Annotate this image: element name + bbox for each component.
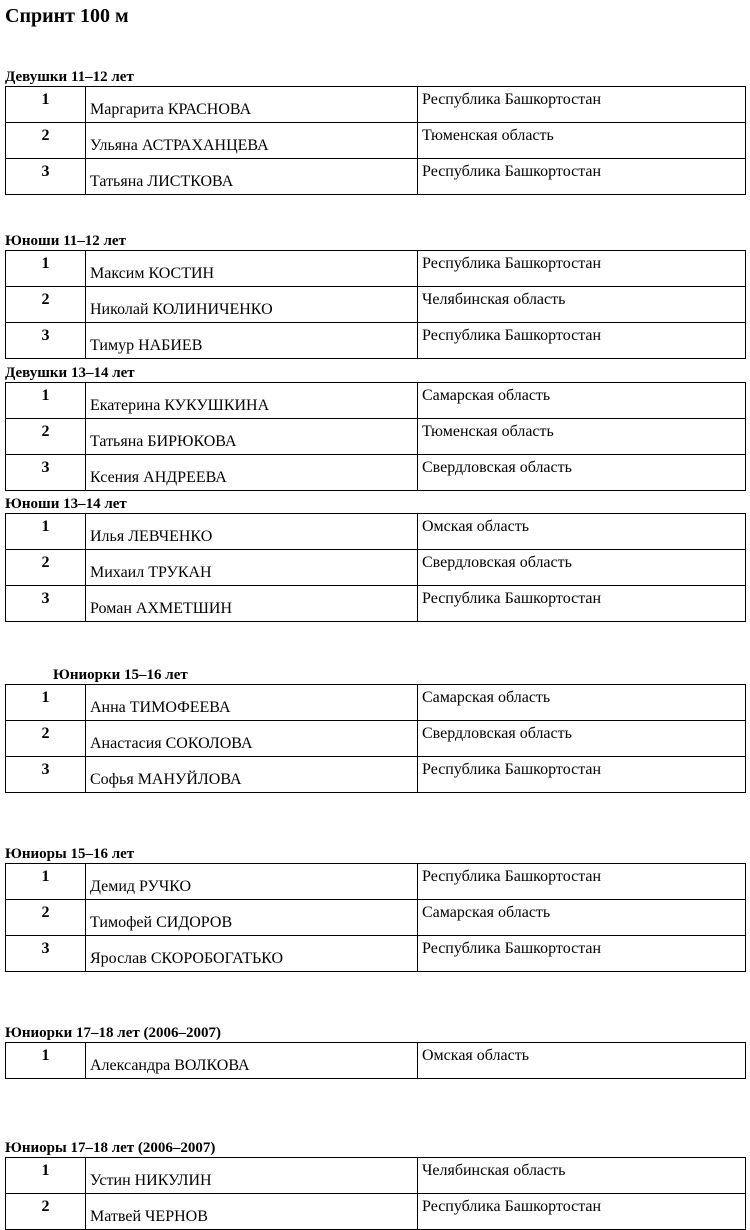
region-cell: Омская область: [418, 514, 746, 550]
table-row: [6, 757, 746, 793]
place-cell: 3: [6, 936, 86, 972]
region-cell: Республика Башкортостан: [418, 159, 746, 195]
region-cell: Республика Башкортостан: [418, 757, 746, 793]
place-cell: 1: [6, 864, 86, 900]
results-table: [5, 684, 746, 793]
results-table: [5, 863, 746, 972]
place-cell: 3: [6, 586, 86, 622]
section-heading: Юниорки 15–16 лет: [53, 667, 188, 683]
athlete-name-cell: Николай КОЛИНИЧЕНКО: [86, 287, 418, 323]
table-row: [6, 864, 746, 900]
place-cell: 1: [6, 251, 86, 287]
place-cell: 2: [6, 123, 86, 159]
place-cell: 3: [6, 455, 86, 491]
results-table: [5, 250, 746, 359]
section-heading: Юноши 13–14 лет: [5, 496, 127, 512]
table-row: [6, 123, 746, 159]
athlete-name-cell: Анна ТИМОФЕЕВА: [86, 685, 418, 721]
athlete-name-cell: Михаил ТРУКАН: [86, 550, 418, 586]
place-cell: 1: [6, 1043, 86, 1079]
place-cell: 2: [6, 1194, 86, 1230]
place-cell: 2: [6, 900, 86, 936]
results-table: [5, 1157, 746, 1230]
athlete-name-cell: Екатерина КУКУШКИНА: [86, 383, 418, 419]
region-cell: Свердловская область: [418, 550, 746, 586]
table-row: [6, 936, 746, 972]
section-heading: Девушки 11–12 лет: [5, 69, 134, 85]
place-cell: 2: [6, 721, 86, 757]
place-cell: 3: [6, 159, 86, 195]
table-row: [6, 1043, 746, 1079]
section-heading: Девушки 13–14 лет: [5, 365, 135, 381]
table-row: [6, 721, 746, 757]
athlete-name-cell: Ульяна АСТРАХАНЦЕВА: [86, 123, 418, 159]
table-row: [6, 251, 746, 287]
table-row: [6, 455, 746, 491]
athlete-name-cell: Анастасия СОКОЛОВА: [86, 721, 418, 757]
table-row: [6, 159, 746, 195]
region-cell: Тюменская область: [418, 419, 746, 455]
region-cell: Челябинская область: [418, 287, 746, 323]
region-cell: Тюменская область: [418, 123, 746, 159]
region-cell: Челябинская область: [418, 1158, 746, 1194]
athlete-name-cell: Матвей ЧЕРНОВ: [86, 1194, 418, 1230]
page-title: Спринт 100 м: [5, 5, 129, 27]
region-cell: Республика Башкортостан: [418, 323, 746, 359]
table-row: [6, 900, 746, 936]
place-cell: 2: [6, 550, 86, 586]
place-cell: 1: [6, 514, 86, 550]
athlete-name-cell: Демид РУЧКО: [86, 864, 418, 900]
athlete-name-cell: Ярослав СКОРОБОГАТЬКО: [86, 936, 418, 972]
table-row: [6, 1194, 746, 1230]
table-row: [6, 383, 746, 419]
section-heading: Юниоры 17–18 лет (2006–2007): [5, 1140, 216, 1156]
results-table: [5, 382, 746, 491]
region-cell: Самарская область: [418, 685, 746, 721]
place-cell: 3: [6, 757, 86, 793]
place-cell: 2: [6, 419, 86, 455]
table-row: [6, 419, 746, 455]
section-heading: Юниорки 17–18 лет (2006–2007): [5, 1025, 221, 1041]
table-row: [6, 323, 746, 359]
table-row: [6, 87, 746, 123]
region-cell: Свердловская область: [418, 455, 746, 491]
athlete-name-cell: Александра ВОЛКОВА: [86, 1043, 418, 1079]
athlete-name-cell: Татьяна БИРЮКОВА: [86, 419, 418, 455]
table-row: [6, 586, 746, 622]
results-table: [5, 1042, 746, 1079]
region-cell: Свердловская область: [418, 721, 746, 757]
athlete-name-cell: Устин НИКУЛИН: [86, 1158, 418, 1194]
table-row: [6, 1158, 746, 1194]
region-cell: Самарская область: [418, 383, 746, 419]
athlete-name-cell: Роман АХМЕТШИН: [86, 586, 418, 622]
region-cell: Республика Башкортостан: [418, 87, 746, 123]
athlete-name-cell: Софья МАНУЙЛОВА: [86, 757, 418, 793]
athlete-name-cell: Тимур НАБИЕВ: [86, 323, 418, 359]
place-cell: 1: [6, 383, 86, 419]
athlete-name-cell: Ксения АНДРЕЕВА: [86, 455, 418, 491]
place-cell: 2: [6, 287, 86, 323]
region-cell: Республика Башкортостан: [418, 1194, 746, 1230]
table-row: [6, 685, 746, 721]
table-row: [6, 514, 746, 550]
table-row: [6, 287, 746, 323]
athlete-name-cell: Максим КОСТИН: [86, 251, 418, 287]
table-row: [6, 550, 746, 586]
results-table: [5, 513, 746, 622]
place-cell: 1: [6, 87, 86, 123]
region-cell: Республика Башкортостан: [418, 586, 746, 622]
athlete-name-cell: Татьяна ЛИСТКОВА: [86, 159, 418, 195]
region-cell: Республика Башкортостан: [418, 864, 746, 900]
place-cell: 3: [6, 323, 86, 359]
athlete-name-cell: Маргарита КРАСНОВА: [86, 87, 418, 123]
athlete-name-cell: Тимофей СИДОРОВ: [86, 900, 418, 936]
section-heading: Юниоры 15–16 лет: [5, 846, 135, 862]
region-cell: Самарская область: [418, 900, 746, 936]
section-heading: Юноши 11–12 лет: [5, 233, 126, 249]
athlete-name-cell: Илья ЛЕВЧЕНКО: [86, 514, 418, 550]
region-cell: Республика Башкортостан: [418, 936, 746, 972]
region-cell: Омская область: [418, 1043, 746, 1079]
place-cell: 1: [6, 1158, 86, 1194]
results-table: [5, 86, 746, 195]
place-cell: 1: [6, 685, 86, 721]
region-cell: Республика Башкортостан: [418, 251, 746, 287]
